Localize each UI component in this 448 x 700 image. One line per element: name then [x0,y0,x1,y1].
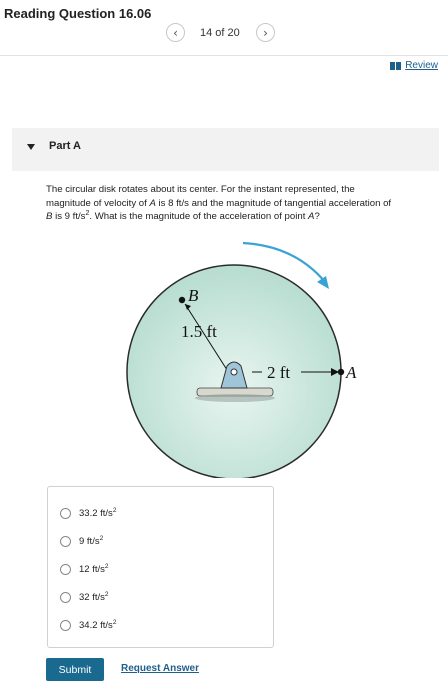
point-a [338,369,344,375]
var-a: A [308,211,315,222]
label-r2: 2 ft [267,363,291,382]
next-button[interactable] [256,23,275,42]
question-line-2b: is 8 ft/s and the magnitude of tangential acceleration of [155,197,392,209]
var-b: B [46,211,53,222]
book-icon [390,62,401,70]
choice-3[interactable] [60,561,109,577]
choice-3-sup: 2 [104,562,109,570]
question-line-2a: magnitude of velocity of [46,197,150,209]
label-r1: 1.5 ft [181,322,217,341]
choice-2-sup: 2 [99,534,104,542]
radio-button[interactable] [60,620,71,631]
question-line-3a: is 9 ft/s [52,211,86,222]
part-label: Part A [49,140,81,152]
superscript: 2 [85,209,90,217]
choice-2[interactable] [60,533,103,549]
base-shadow [195,394,275,402]
point-b [179,297,185,303]
choice-1-value: 33.2 ft/s [79,508,113,520]
answer-choices [47,486,274,648]
label-b: B [188,286,199,305]
divider [0,55,448,56]
disk-figure [125,238,365,478]
page-title: Reading Question 16.06 [4,6,152,21]
choice-5-value: 34.2 ft/s [79,620,113,632]
question-line-1: The circular disk rotates about its center. For the instant represented, the [46,184,355,195]
radio-button[interactable] [60,508,71,519]
pager-text: 14 of 20 [200,27,240,39]
choice-2-value: 9 ft/s [79,536,100,548]
choice-1[interactable] [60,505,116,521]
question-mark: ? [314,211,320,222]
choice-1-sup: 2 [112,506,117,514]
choice-4[interactable] [60,589,109,605]
arrowhead-icon [317,276,329,289]
review-label: Review [405,60,438,71]
radio-button[interactable] [60,564,71,575]
chevron-left-icon: ‹ [173,26,178,40]
label-a: A [346,363,357,382]
radio-button[interactable] [60,536,71,547]
caret-down-icon [27,144,35,150]
radio-button[interactable] [60,592,71,603]
chevron-right-icon: › [263,26,268,40]
choice-4-sup: 2 [104,590,109,598]
part-a-header[interactable] [12,128,439,171]
choice-5[interactable] [60,617,116,633]
question-line-3b: . What is the magnitude of the acceleration of point [89,211,309,222]
request-answer-link[interactable]: Request Answer [121,663,199,674]
review-link[interactable] [390,60,438,71]
choice-5-sup: 2 [112,618,117,626]
question-text [46,183,438,224]
var-a: A [149,197,156,209]
choice-4-value: 32 ft/s [79,592,105,604]
previous-button[interactable] [166,23,185,42]
choice-3-value: 12 ft/s [79,564,105,576]
submit-button[interactable]: Submit [46,658,104,681]
pivot-pin [231,369,237,375]
